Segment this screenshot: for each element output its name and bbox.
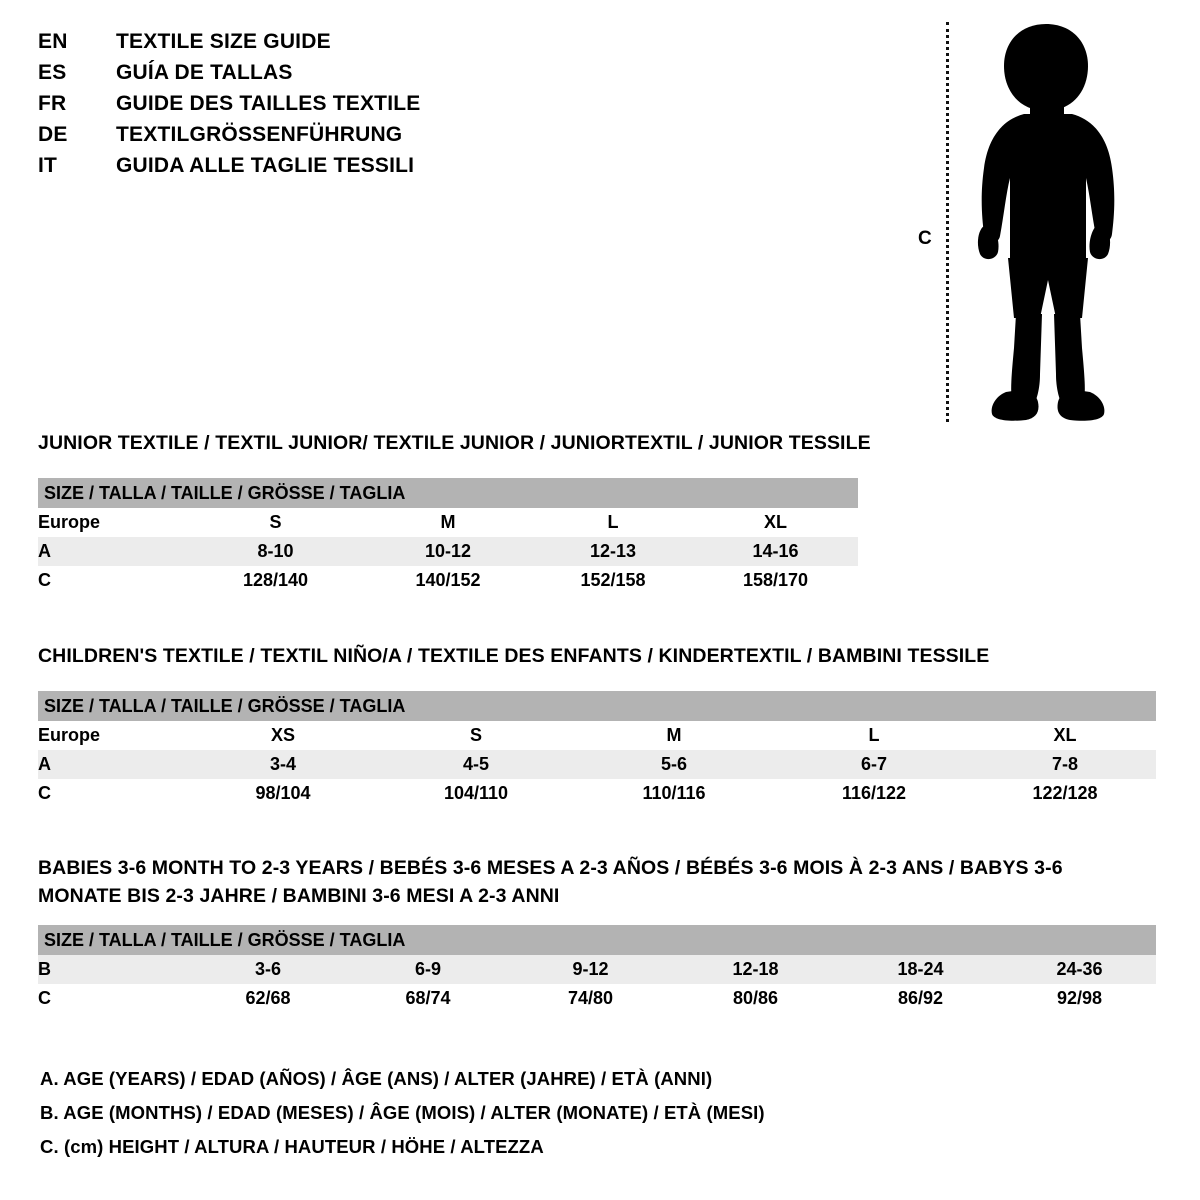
row-label-b: B [38,955,188,984]
section-title-children: CHILDREN'S TEXTILE / TEXTIL NIÑO/A / TEXTILE DES ENFANTS / KINDERTEXTIL / BAMBINI TESSILE [38,645,990,667]
cell-a-xl: 7-8 [974,750,1156,779]
title-row-en [38,30,598,54]
section-title-junior: JUNIOR TEXTILE / TEXTIL JUNIOR/ TEXTILE JUNIOR / JUNIORTEXTIL / JUNIOR TESSILE [38,432,871,454]
cell-b-2: 6-9 [348,955,508,984]
lang-code-de: DE [38,123,68,146]
title-block [38,30,598,185]
cell-a-m: 10-12 [363,537,533,566]
size-table-babies [38,925,1156,1013]
band-label-babies: SIZE / TALLA / TAILLE / GRÖSSE / TAGLIA [38,925,1156,955]
title-text-fr: GUIDE DES TAILLES TEXTILE [116,92,421,115]
cell-c-4: 80/86 [673,984,838,1013]
size-col-s: S [188,508,363,537]
table-band-junior [38,478,858,508]
table-row [38,779,1156,808]
title-row-de [38,123,598,147]
cell-b-5: 18-24 [838,955,1003,984]
cell-c-xs: 98/104 [188,779,378,808]
cell-c-xl: 158/170 [693,566,858,595]
table-header-junior [38,508,858,537]
table-row [38,537,858,566]
cell-c-l: 152/158 [533,566,693,595]
title-row-fr [38,92,598,116]
legend-block [40,1068,1140,1170]
child-silhouette-icon [950,18,1140,428]
cell-a-s: 4-5 [378,750,574,779]
cell-c-3: 74/80 [508,984,673,1013]
row-label-a: A [38,750,188,779]
cell-c-2: 68/74 [348,984,508,1013]
cell-b-4: 12-18 [673,955,838,984]
cell-b-6: 24-36 [1003,955,1156,984]
title-text-de: TEXTILGRÖSSENFÜHRUNG [116,123,403,146]
size-col-xs: XS [188,721,378,750]
height-dotted-line [946,22,949,422]
cell-a-m: 5-6 [574,750,774,779]
cell-b-1: 3-6 [188,955,348,984]
table-row [38,750,1156,779]
legend-line-a: A. AGE (YEARS) / EDAD (AÑOS) / ÂGE (ANS) / ALTER (JAHRE) / ETÀ (ANNI) [40,1068,713,1089]
title-text-it: GUIDA ALLE TAGLIE TESSILI [116,154,415,177]
lang-code-es: ES [38,61,67,84]
cell-a-xl: 14-16 [693,537,858,566]
cell-a-xs: 3-4 [188,750,378,779]
title-text-es: GUÍA DE TALLAS [116,61,293,84]
lang-code-en: EN [38,30,68,53]
size-col-xl: XL [974,721,1156,750]
table-row [38,955,1156,984]
table-header-children [38,721,1156,750]
cell-c-xl: 122/128 [974,779,1156,808]
cell-c-s: 128/140 [188,566,363,595]
cell-c-m: 110/116 [574,779,774,808]
row-label-c: C [38,984,188,1013]
cell-c-s: 104/110 [378,779,574,808]
title-text-en: TEXTILE SIZE GUIDE [116,30,331,53]
height-measure-label: C [918,228,932,249]
title-row-es [38,61,598,85]
table-row [38,566,858,595]
table-row [38,984,1156,1013]
cell-a-l: 12-13 [533,537,693,566]
lang-code-it: IT [38,154,58,177]
legend-line-b: B. AGE (MONTHS) / EDAD (MESES) / ÂGE (MOIS) / ALTER (MONATE) / ETÀ (MESI) [40,1102,765,1123]
size-table-children [38,691,1156,808]
size-col-l: L [533,508,693,537]
size-col-xl: XL [693,508,858,537]
size-table-junior [38,478,858,595]
lang-code-fr: FR [38,92,67,115]
band-label-junior: SIZE / TALLA / TAILLE / GRÖSSE / TAGLIA [38,478,858,508]
cell-a-s: 8-10 [188,537,363,566]
header-label-children: Europe [38,721,188,750]
cell-c-1: 62/68 [188,984,348,1013]
row-label-a: A [38,537,188,566]
cell-c-5: 86/92 [838,984,1003,1013]
size-col-m: M [574,721,774,750]
row-label-c: C [38,566,188,595]
size-col-s: S [378,721,574,750]
cell-b-3: 9-12 [508,955,673,984]
size-col-l: L [774,721,974,750]
band-label-children: SIZE / TALLA / TAILLE / GRÖSSE / TAGLIA [38,691,1156,721]
table-band-babies [38,925,1156,955]
cell-c-l: 116/122 [774,779,974,808]
size-col-m: M [363,508,533,537]
height-figure [900,10,1150,430]
cell-c-6: 92/98 [1003,984,1156,1013]
legend-line-c: C. (cm) HEIGHT / ALTURA / HAUTEUR / HÖHE / ALTEZZA [40,1136,544,1157]
cell-c-m: 140/152 [363,566,533,595]
row-label-c: C [38,779,188,808]
header-label-junior: Europe [38,508,188,537]
section-title-babies: BABIES 3-6 MONTH TO 2-3 YEARS / BEBÉS 3-6 MESES A 2-3 AÑOS / BÉBÉS 3-6 MOIS À 2-3 ANS / BABYS 3-6 MONATE BIS 2-3 JAHRE / BAMBINI 3-6 MESI A 2-3 ANNI [38,857,1063,907]
title-row-it [38,154,598,178]
table-band-children [38,691,1156,721]
cell-a-l: 6-7 [774,750,974,779]
